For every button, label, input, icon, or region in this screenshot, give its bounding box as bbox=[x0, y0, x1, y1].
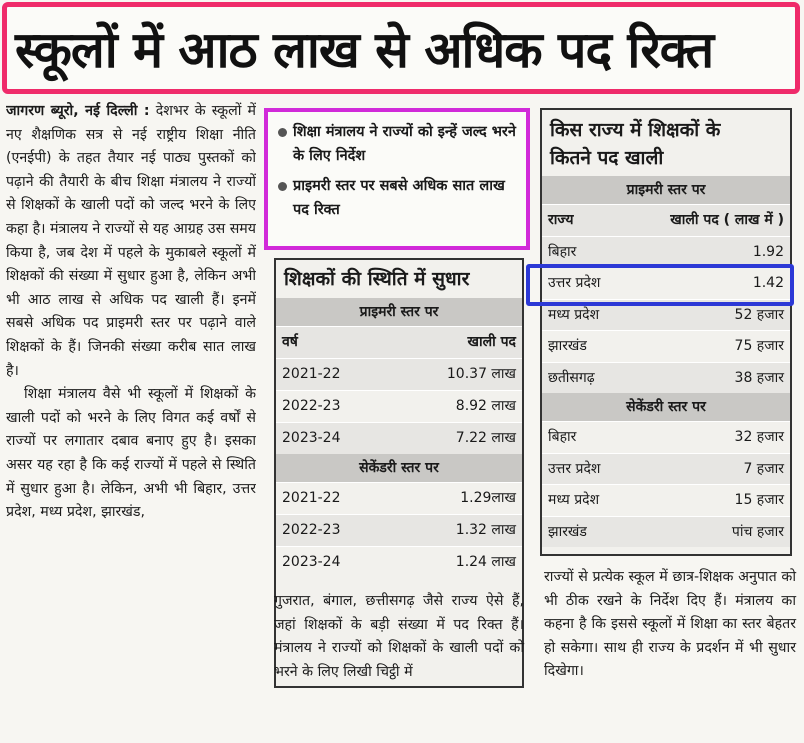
row-value: 1.24 लाख bbox=[455, 554, 516, 570]
row-value: 1.92 bbox=[752, 243, 784, 260]
table-row bbox=[542, 267, 790, 299]
row-state: बिहार bbox=[548, 243, 577, 260]
state-vacancy-table bbox=[540, 108, 792, 556]
highlight-text: शिक्षा मंत्रालय ने राज्यों को इन्हें जल्द भरने के लिए निर्देश bbox=[293, 124, 516, 164]
headline-box bbox=[2, 2, 800, 94]
table-row bbox=[276, 358, 522, 390]
row-value: 15 हजार bbox=[734, 492, 784, 508]
dateline: जागरण ब्यूरो, नई दिल्ली : bbox=[6, 103, 150, 119]
row-value: 38 हजार bbox=[734, 369, 784, 386]
table-row bbox=[542, 516, 790, 548]
secondary-level-header: सेकेंडरी स्तर पर bbox=[276, 454, 522, 482]
table-row bbox=[276, 546, 522, 578]
table-row bbox=[542, 362, 790, 394]
headline: स्कूलों में आठ लाख से अधिक पद रिक्त bbox=[15, 21, 714, 79]
row-year: 2021-22 bbox=[282, 366, 341, 382]
row-state: उत्तर प्रदेश bbox=[548, 275, 601, 291]
table-header-row bbox=[276, 326, 522, 358]
row-value: 7.22 लाख bbox=[455, 430, 516, 446]
row-year: 2022-23 bbox=[282, 398, 341, 414]
table-title-line-2: कितने पद खाली bbox=[550, 147, 664, 169]
row-value: 10.37 लाख bbox=[446, 366, 516, 382]
article-para1-text: देशभर के स्कूलों में नए शैक्षणिक सत्र से नई राष्ट्रीय शिक्षा नीति (एनईपी) के तहत तैयार नई पाठ्य पुस्तकों को पढ़ाने की तैयारी के बीच शिक्षा मंत्रालय ने राज्यों से शिक्षकों के खाली पदों को जल्द भरने के लिए कहा है। मंत्रालय ने राज्यों से यह आग्रह उस समय किया है, जब देश में पहले के मुकाबले स्कूलों में शिक्षकों की संख्या में सुधार हुआ है, लेकिन अभी भी आठ लाख से अधिक पद खाली हैं। इनमें सबसे अधिक पद प्राइमरी स्तर पर पढ़ाने वाले शिक्षकों के हैं। जिनकी संख्या करीब सात लाख है। bbox=[6, 103, 256, 379]
table-row bbox=[542, 236, 790, 268]
secondary-level-header: सेकेंडरी स्तर पर bbox=[542, 393, 790, 421]
highlight-text: प्राइमरी स्तर पर सबसे अधिक सात लाख पद रिक्त bbox=[293, 178, 505, 218]
bullet-icon bbox=[278, 128, 287, 137]
row-value: पांच हजार bbox=[731, 523, 784, 540]
row-value: 1.32 लाख bbox=[455, 522, 516, 538]
row-state: छतीसगढ़ bbox=[548, 369, 595, 386]
col-year-header: वर्ष bbox=[282, 334, 298, 350]
highlight-item bbox=[278, 120, 516, 168]
col-vacant-header: खाली पद ( लाख में ) bbox=[670, 212, 784, 228]
table-row bbox=[542, 421, 790, 453]
primary-level-header: प्राइमरी स्तर पर bbox=[542, 176, 790, 204]
col-state-header: राज्य bbox=[548, 212, 574, 228]
table-title bbox=[542, 110, 790, 176]
article-paragraph-3: गुजरात, बंगाल, छत्तीसगढ़ जैसे राज्य ऐसे हैं, जहां शिक्षकों के बड़ी संख्या में पद रिक्त हैं। मंत्रालय ने राज्यों को शिक्षकों के खाली पदों को भरने के लिए लिखी चिट्ठी में bbox=[274, 593, 524, 680]
row-year: 2021-22 bbox=[282, 490, 341, 506]
bullet-icon bbox=[278, 182, 287, 191]
table-row bbox=[276, 482, 522, 514]
secondary-rows bbox=[276, 482, 522, 578]
row-value: 8.92 लाख bbox=[455, 398, 516, 414]
table-row bbox=[542, 330, 790, 362]
primary-level-header: प्राइमरी स्तर पर bbox=[276, 298, 522, 326]
secondary-rows bbox=[542, 421, 790, 547]
row-state: बिहार bbox=[548, 429, 577, 445]
row-year: 2023-24 bbox=[282, 554, 341, 570]
primary-rows bbox=[542, 204, 790, 393]
article-paragraph-2: शिक्षा मंत्रालय वैसे भी स्कूलों में शिक्षकों के खाली पदों को भरने के लिए विगत कई वर्षों से राज्यों पर लगातार दबाव बनाए हुए है। इसका असर यह रहा है कि कई राज्यों में पहले से स्थिति में सुधार हुआ है। लेकिन, अभी भी बिहार, उत्तर प्रदेश, मध्य प्रदेश, झारखंड, bbox=[6, 386, 256, 521]
article-column-3 bbox=[540, 108, 798, 740]
row-state: उत्तर प्रदेश bbox=[548, 460, 601, 477]
article-paragraph-1 bbox=[6, 100, 256, 383]
col-vacant-header: खाली पद bbox=[467, 334, 516, 350]
row-year: 2022-23 bbox=[282, 522, 341, 538]
table-title: शिक्षकों की स्थिति में सुधार bbox=[284, 268, 470, 290]
row-state: झारखंड bbox=[548, 338, 587, 354]
article-column-2 bbox=[264, 108, 530, 740]
highlights-box bbox=[264, 108, 530, 250]
primary-rows bbox=[276, 326, 522, 454]
row-state: झारखंड bbox=[548, 523, 587, 540]
row-value: 32 हजार bbox=[734, 429, 784, 445]
row-value: 7 हजार bbox=[743, 460, 784, 477]
table-header-row bbox=[542, 204, 790, 236]
highlight-item bbox=[278, 174, 516, 222]
row-value: 75 हजार bbox=[734, 338, 784, 354]
table-row bbox=[542, 484, 790, 516]
table-row bbox=[276, 514, 522, 546]
table-row bbox=[542, 299, 790, 331]
table-row bbox=[542, 453, 790, 485]
table-row bbox=[276, 422, 522, 454]
row-state: मध्य प्रदेश bbox=[548, 306, 600, 323]
article-column-1 bbox=[6, 100, 256, 740]
row-value: 1.29लाख bbox=[460, 490, 516, 506]
row-value: 1.42 bbox=[752, 275, 784, 291]
table-title-line-1: किस राज्य में शिक्षकों के bbox=[550, 119, 721, 141]
row-year: 2023-24 bbox=[282, 430, 341, 446]
table-row bbox=[276, 390, 522, 422]
row-value: 52 हजार bbox=[734, 306, 784, 323]
article-paragraph-4: राज्यों से प्रत्येक स्कूल में छात्र-शिक्षक अनुपात को भी ठीक रखने के निर्देश दिए हैं। मंत्रालय का कहना है कि इससे स्कूलों में शिक्षा का स्तर बेहतर हो सकेगा। साथ ही राज्य के प्रदर्शन में भी सुधार दिखेगा। bbox=[544, 569, 796, 680]
row-state: मध्य प्रदेश bbox=[548, 492, 600, 508]
